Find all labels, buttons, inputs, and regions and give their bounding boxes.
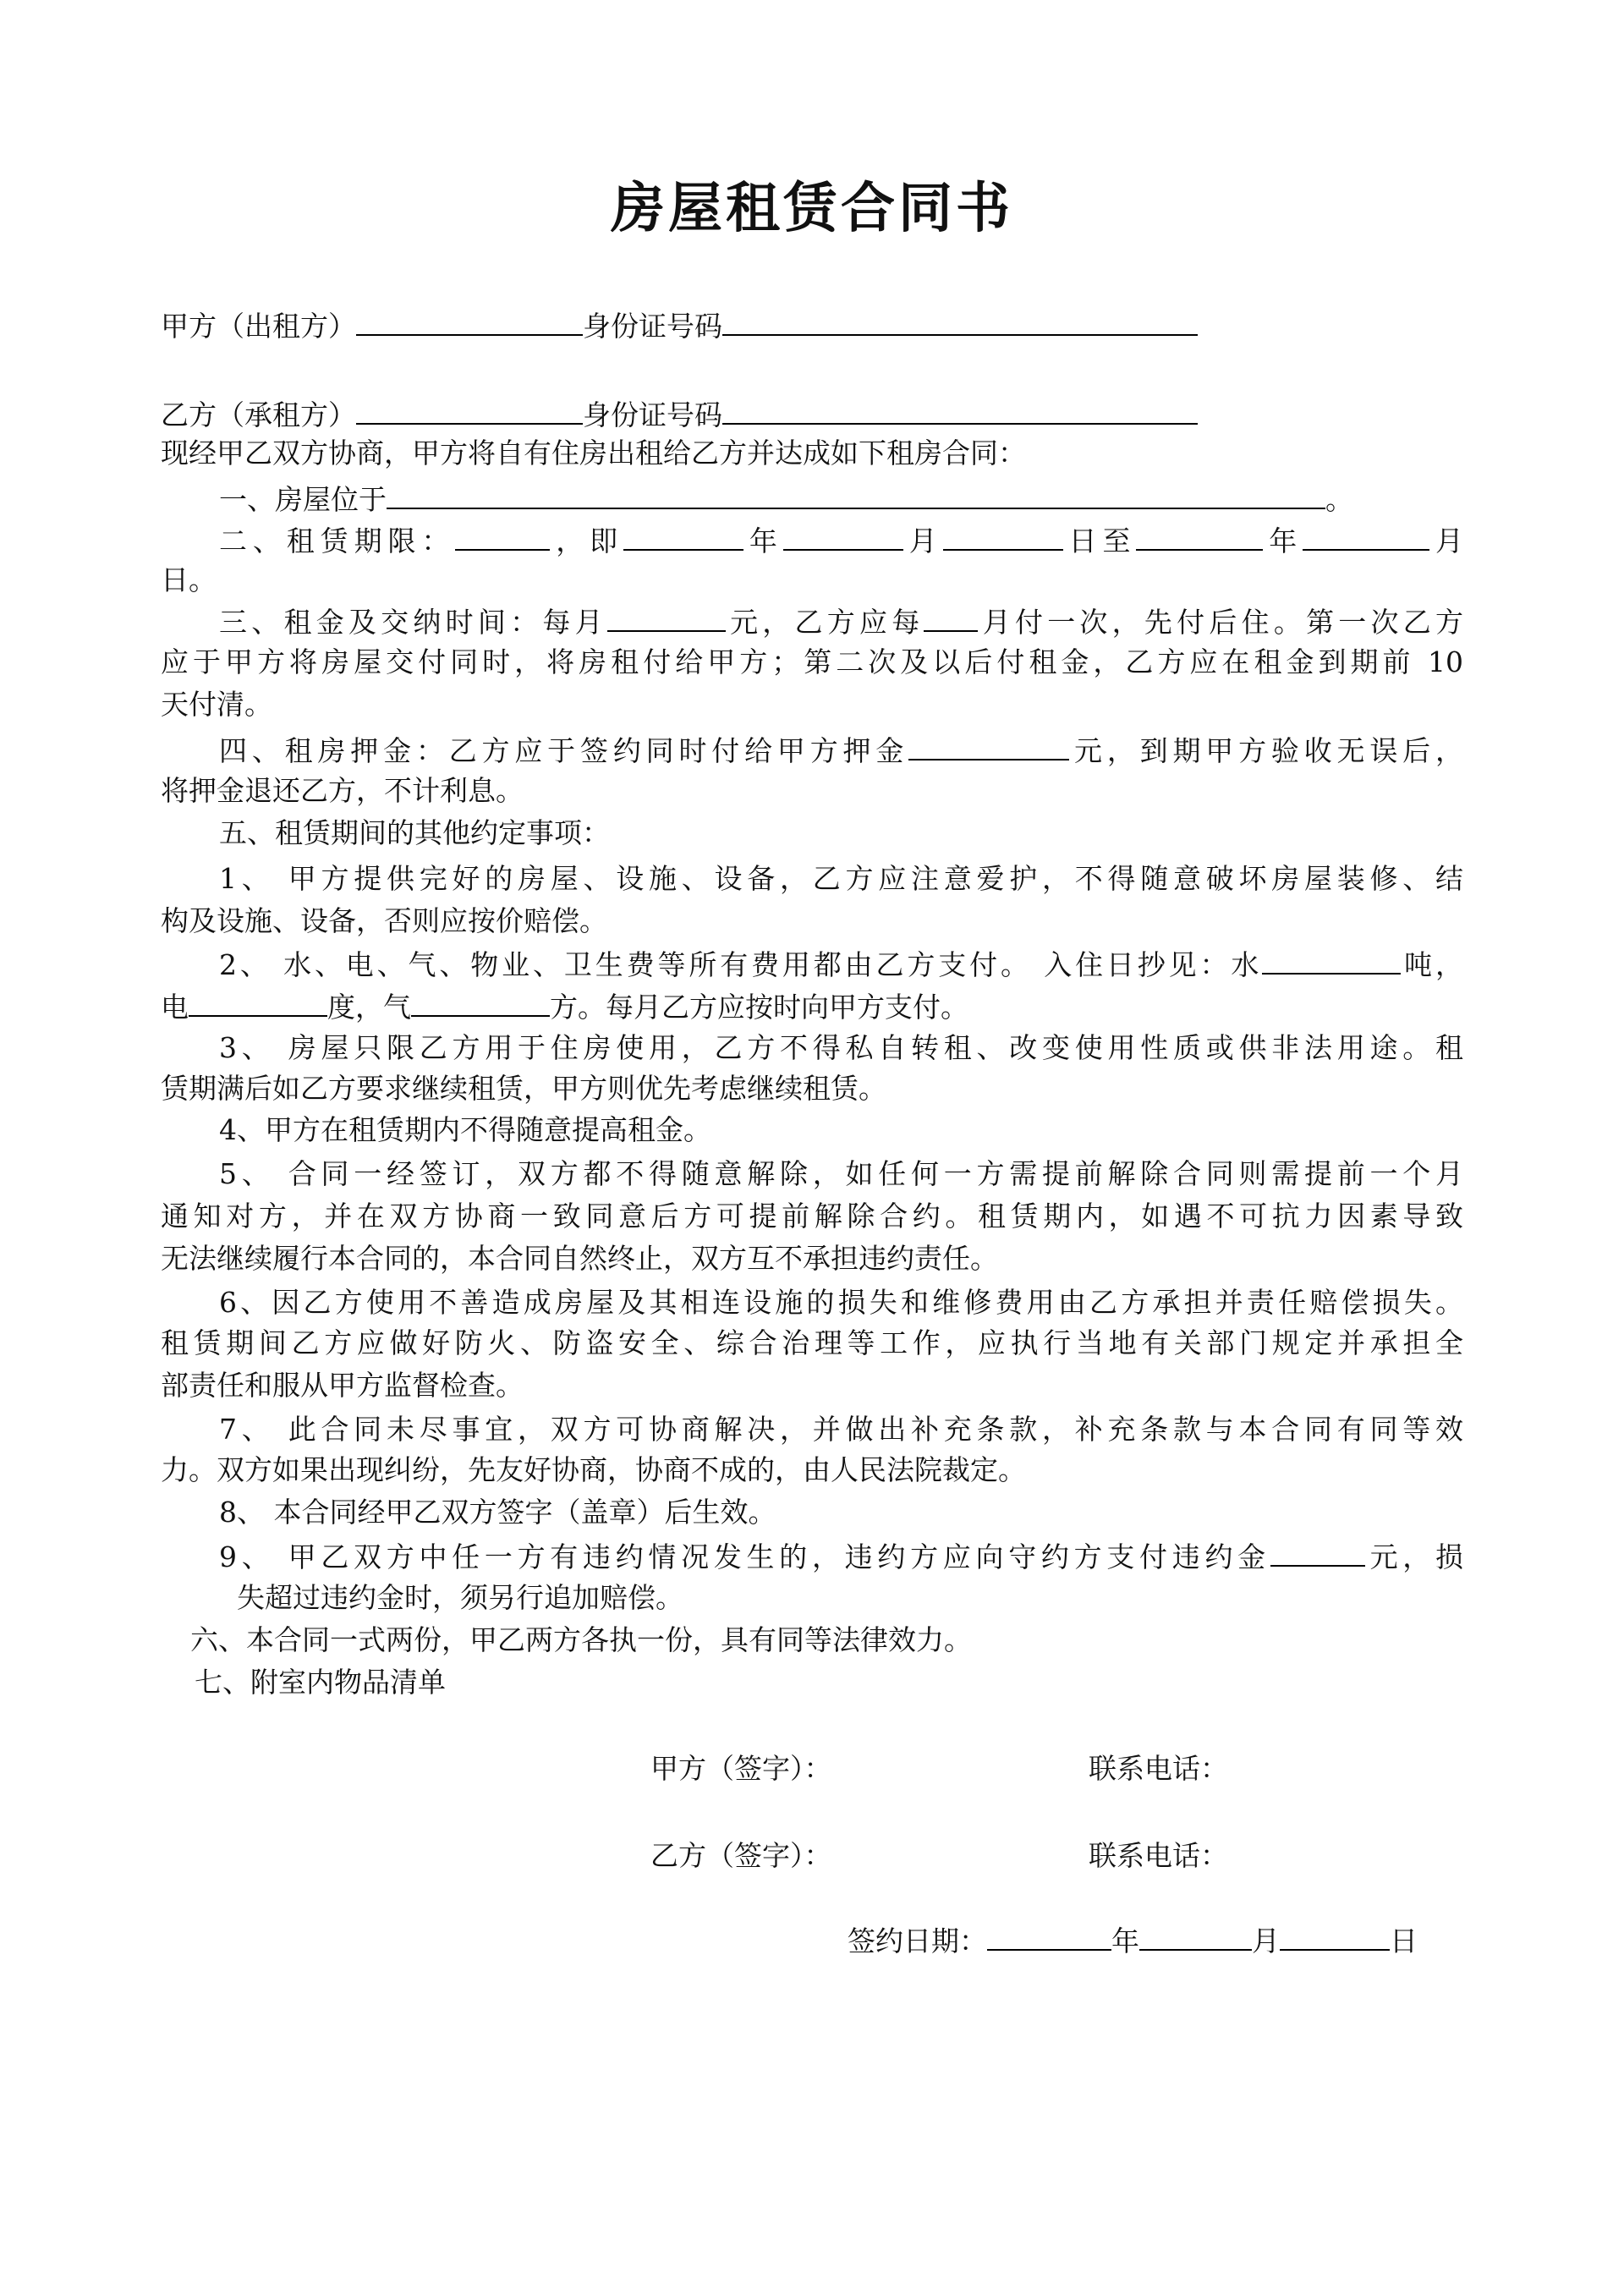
electricity-blank[interactable] (189, 985, 327, 1017)
text: 月 (1252, 1924, 1280, 1957)
text: 日至 (1062, 524, 1137, 557)
pay-interval-blank[interactable] (924, 600, 978, 632)
water-blank[interactable] (1262, 942, 1401, 975)
clause-3 (161, 600, 1463, 642)
start-year-blank[interactable] (623, 519, 743, 551)
label: 身份证号码 (583, 310, 722, 343)
text: 元，损 (1364, 1540, 1464, 1573)
rent-blank[interactable] (607, 600, 726, 632)
party-a-name-blank[interactable] (356, 304, 583, 336)
deposit-blank[interactable] (908, 728, 1069, 760)
penalty-blank[interactable] (1270, 1535, 1365, 1567)
text: 签约日期： (848, 1924, 987, 1957)
item-2-line-2 (161, 985, 1463, 1027)
text: 年 (743, 524, 783, 557)
text: 元，到期甲方验收无误后， (1069, 734, 1464, 767)
clause-5-heading: 五、租赁期间的其他约定事项： (219, 816, 610, 849)
item-5-line-3: 无法继续履行本合同的，本合同自然终止，双方互不承担违约责任。 (161, 1242, 998, 1275)
text: 一、房屋位于 (219, 483, 387, 516)
item-7: 7、 此合同未尽事宜，双方可协商解决，并做出补充条款，补充条款与本合同有同等效 (219, 1413, 1463, 1446)
text: ，即 (550, 524, 624, 557)
party-a-phone-label: 联系电话： (1089, 1752, 1228, 1785)
text: 2、 水、电、气、物业、卫生费等所有费用都由乙方支付。 入住日抄见：水 (219, 948, 1263, 981)
gas-blank[interactable] (411, 985, 550, 1017)
text: 月 (903, 524, 943, 557)
text: 四、租房押金：乙方应于签约同时付给甲方押金 (219, 734, 909, 767)
item-9-line-2: 失超过违约金时，须另行追加赔偿。 (237, 1581, 683, 1614)
text: 月 (1429, 524, 1464, 557)
text: 元，乙方应每 (725, 606, 924, 639)
text: 年 (1111, 1924, 1139, 1957)
label: 身份证号码 (583, 398, 722, 431)
text: 三、租金及交纳时间：每月 (219, 606, 607, 639)
clause-1 (161, 477, 1463, 519)
item-3: 3、 房屋只限乙方用于住房使用，乙方不得私自转租、改变使用性质或供非法用途。租 (219, 1031, 1463, 1064)
party-a-signature-label: 甲方（签字）： (650, 1752, 832, 1785)
sign-year-blank[interactable] (987, 1919, 1111, 1951)
item-6-line-2: 租赁期间乙方应做好防火、防盗安全、综合治理等工作，应执行当地有关部门规定并承担全 (161, 1326, 1463, 1359)
address-blank[interactable] (387, 477, 1325, 509)
item-3-line-2: 赁期满后如乙方要求继续租赁，甲方则优先考虑继续租赁。 (161, 1072, 886, 1105)
clause-2 (161, 519, 1463, 561)
text: 吨， (1401, 948, 1463, 981)
sign-month-blank[interactable] (1139, 1919, 1252, 1951)
sign-day-blank[interactable] (1280, 1919, 1390, 1951)
text: 月付一次，先付后住。第一次乙方 (978, 606, 1464, 639)
signing-date (848, 1919, 1463, 1961)
party-b-signature-label: 乙方（签字）： (650, 1839, 832, 1872)
clause-4-line-2: 将押金退还乙方，不计利息。 (161, 774, 524, 807)
document-title: 房屋租赁合同书 (611, 177, 1013, 240)
text: 9、 甲乙双方中任一方有违约情况发生的，违约方应向守约方支付违约金 (219, 1540, 1270, 1573)
text: 年 (1263, 524, 1303, 557)
start-month-blank[interactable] (783, 519, 903, 551)
item-5-line-2: 通知对方，并在双方协商一致同意后方可提前解除合约。租赁期内，如遇不可抗力因素导致 (161, 1200, 1463, 1233)
item-1: 1、 甲方提供完好的房屋、设施、设备，乙方应注意爱护，不得随意破坏房屋装修、结 (219, 862, 1463, 895)
label: 甲方（出租方） (161, 310, 356, 343)
item-8: 8、 本合同经甲乙双方签字（盖章）后生效。 (219, 1496, 776, 1529)
party-a-id-blank[interactable] (722, 304, 1198, 336)
party-b-line (161, 393, 1463, 435)
text: 方。每月乙方应按时向甲方支付。 (550, 991, 968, 1024)
end-month-blank[interactable] (1303, 519, 1429, 551)
party-b-id-blank[interactable] (722, 393, 1198, 425)
clause-6: 六、本合同一式两份，甲乙两方各执一份，具有同等法律效力。 (190, 1623, 972, 1656)
item-6-line-3: 部责任和服从甲方监督检查。 (161, 1369, 524, 1402)
party-b-name-blank[interactable] (356, 393, 583, 425)
text: 二、租赁期限： (219, 524, 456, 557)
clause-7: 七、附室内物品清单 (195, 1666, 446, 1699)
clause-4 (161, 728, 1463, 771)
start-day-blank[interactable] (943, 519, 1063, 551)
clause-2-end: 日。 (161, 563, 217, 596)
clause-3-line-2: 应于甲方将房屋交付同时，将房租付给甲方；第二次及以后付租金，乙方应在租金到期前 10 (161, 645, 1463, 678)
text: 电 (161, 991, 189, 1024)
text: 。 (1325, 483, 1353, 516)
item-1-line-2: 构及设施、设备，否则应按价赔偿。 (161, 904, 607, 937)
intro: 现经甲乙双方协商，甲方将自有住房出租给乙方并达成如下租房合同： (161, 436, 1026, 469)
term-blank[interactable] (455, 519, 550, 551)
item-4: 4、甲方在租赁期内不得随意提高租金。 (219, 1113, 711, 1146)
item-7-line-2: 力。双方如果出现纠纷，先友好协商，协商不成的，由人民法院裁定。 (161, 1453, 1026, 1486)
end-year-blank[interactable] (1136, 519, 1263, 551)
party-b-phone-label: 联系电话： (1089, 1839, 1228, 1872)
item-6: 6、因乙方使用不善造成房屋及其相连设施的损失和维修费用由乙方承担并责任赔偿损失。 (219, 1286, 1463, 1319)
clause-3-line-3: 天付清。 (161, 688, 272, 721)
item-5: 5、 合同一经签订，双方都不得随意解除，如任何一方需提前解除合同则需提前一个月 (219, 1157, 1463, 1190)
text: 度，气 (327, 991, 411, 1024)
item-9 (161, 1535, 1463, 1577)
item-2 (161, 942, 1463, 985)
text: 日 (1390, 1924, 1418, 1957)
party-a-line (161, 304, 1463, 346)
label: 乙方（承租方） (161, 398, 356, 431)
